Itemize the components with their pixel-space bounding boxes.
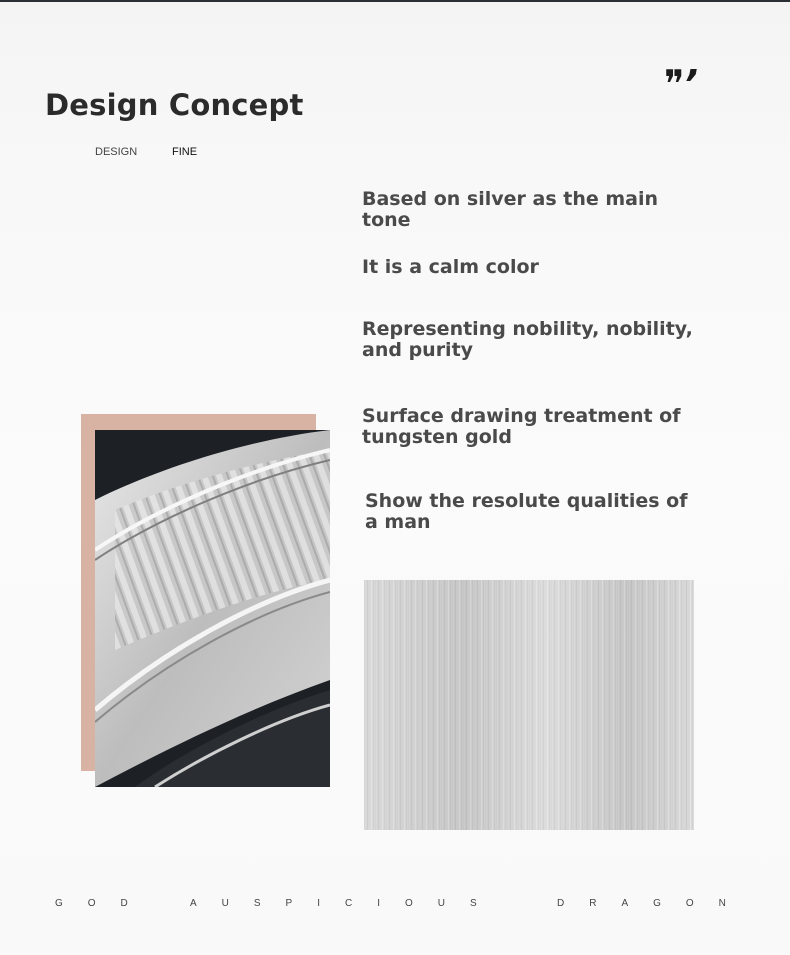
ring-closeup-image: [95, 430, 330, 787]
footer-word-auspicious: AUSPICIOUS: [190, 898, 502, 909]
concept-line-1: Based on silver as the main tone: [362, 188, 659, 231]
footer-word-dragon: DRAGON: [557, 898, 751, 909]
subtitle-fine: FINE: [172, 146, 198, 158]
top-border: [0, 0, 790, 2]
brushed-metal-texture: [364, 580, 694, 830]
concept-line-2: It is a calm color: [362, 256, 539, 278]
concept-line-4: Surface drawing treatment of tungsten gold: [362, 405, 681, 448]
page-title: Design Concept: [45, 88, 304, 122]
footer-word-god: GOD: [55, 898, 153, 909]
concept-line-3: Representing nobility, nobility, and purity: [362, 318, 693, 361]
subtitle-design: DESIGN: [95, 146, 138, 158]
ring-illustration: [95, 430, 330, 787]
quote-mark-icon: ❞’: [664, 62, 697, 106]
concept-line-5: Show the resolute qualities of a man: [365, 490, 688, 533]
